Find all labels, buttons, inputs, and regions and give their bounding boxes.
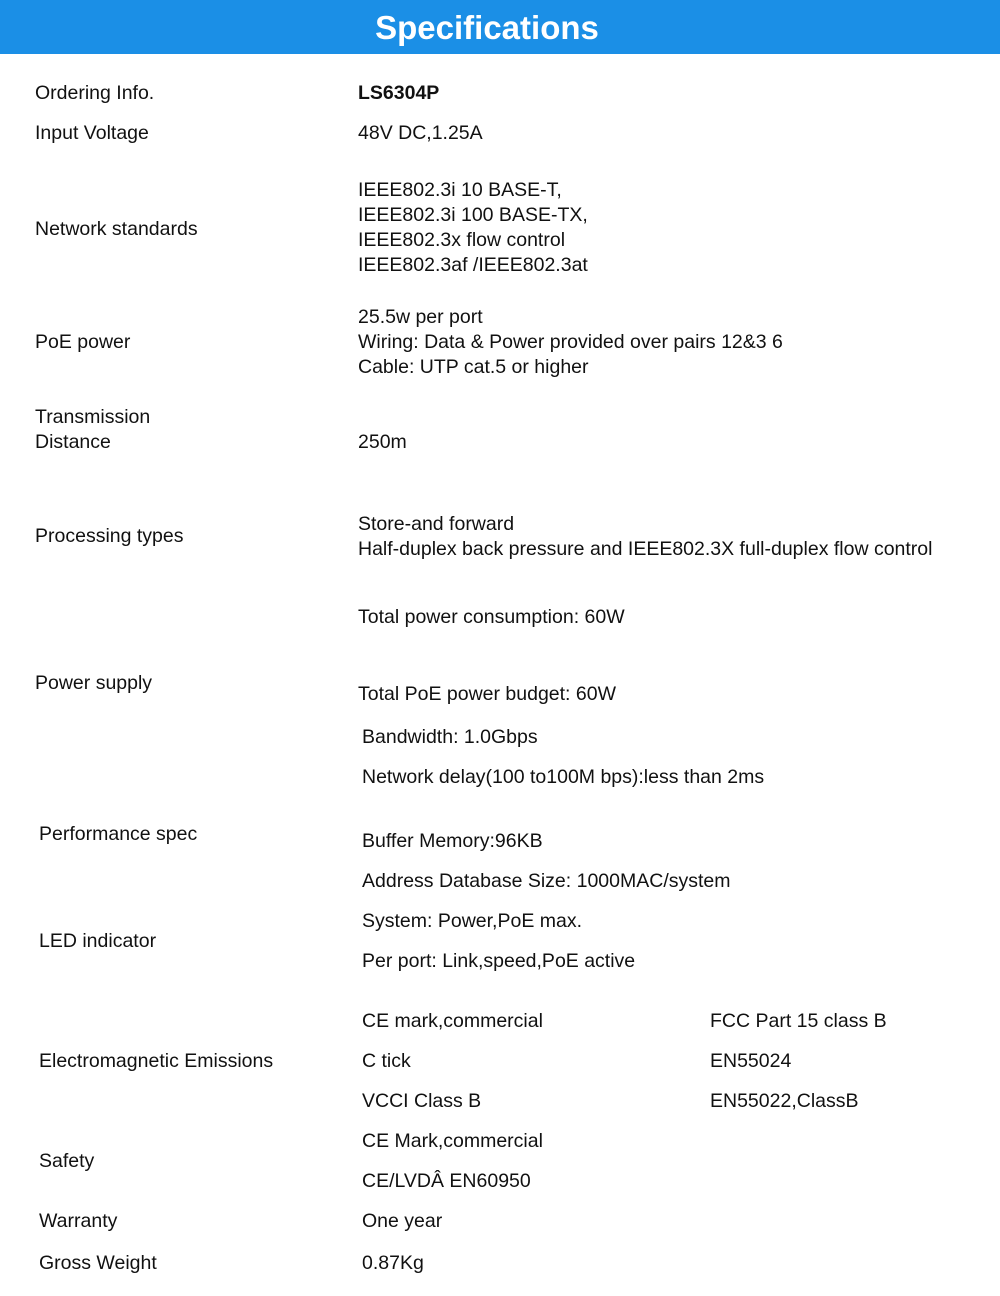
ordering-value: LS6304P [358, 82, 440, 104]
transmission-label-line2: Distance [35, 431, 111, 453]
weight-label: Gross Weight [39, 1252, 157, 1274]
ordering-label: Ordering Info. [35, 82, 155, 104]
safety-label: Safety [39, 1150, 95, 1172]
performance-item: Network delay(100 to100M bps):less than 2ms [362, 766, 765, 788]
power-supply-item: Total power consumption: 60W [358, 606, 625, 628]
warranty-value: One year [362, 1210, 443, 1232]
safety-item: CE Mark,commercial [362, 1130, 543, 1152]
network-standards-label: Network standards [35, 218, 198, 240]
emc-item: CE mark,commercial [362, 1010, 543, 1032]
emc-item: VCCI Class B [362, 1090, 482, 1112]
network-standard-item: IEEE802.3af /IEEE802.3at [358, 254, 588, 276]
header-banner [0, 0, 1000, 54]
input-voltage-label: Input Voltage [35, 122, 149, 144]
performance-label: Performance spec [39, 823, 198, 845]
poe-power-item: Wiring: Data & Power provided over pairs 12&3 6 [358, 331, 783, 353]
led-item: System: Power,PoE max. [362, 910, 582, 932]
transmission-value: 250m [358, 431, 407, 453]
page-title: Specifications [375, 9, 599, 46]
transmission-label-line1: Transmission [35, 406, 151, 428]
network-standard-item: IEEE802.3i 100 BASE-TX, [358, 204, 588, 226]
power-supply-label: Power supply [35, 672, 153, 694]
led-label: LED indicator [39, 930, 157, 952]
safety-item: CE/LVDÂ EN60950 [362, 1170, 531, 1192]
emc-item: EN55024 [710, 1050, 792, 1072]
poe-power-label: PoE power [35, 331, 131, 353]
processing-label: Processing types [35, 525, 184, 547]
emc-item: EN55022,ClassB [710, 1090, 859, 1112]
performance-item: Buffer Memory:96KB [362, 830, 543, 852]
emc-label: Electromagnetic Emissions [39, 1050, 274, 1072]
power-supply-item: Total PoE power budget: 60W [358, 683, 616, 705]
processing-item: Half-duplex back pressure and IEEE802.3X full-duplex flow control [358, 538, 933, 560]
network-standard-item: IEEE802.3x flow control [358, 229, 566, 251]
poe-power-item: 25.5w per port [358, 306, 483, 328]
performance-item: Bandwidth: 1.0Gbps [362, 726, 538, 748]
led-item: Per port: Link,speed,PoE active [362, 950, 636, 972]
warranty-label: Warranty [39, 1210, 118, 1232]
emc-item: FCC Part 15 class B [710, 1010, 887, 1032]
weight-value: 0.87Kg [362, 1252, 424, 1274]
input-voltage-value: 48V DC,1.25A [358, 122, 483, 144]
performance-item: Address Database Size: 1000MAC/system [362, 870, 731, 892]
network-standard-item: IEEE802.3i 10 BASE-T, [358, 179, 562, 201]
processing-item: Store-and forward [358, 513, 515, 535]
emc-item: C tick [362, 1050, 411, 1072]
poe-power-item: Cable: UTP cat.5 or higher [358, 356, 589, 378]
